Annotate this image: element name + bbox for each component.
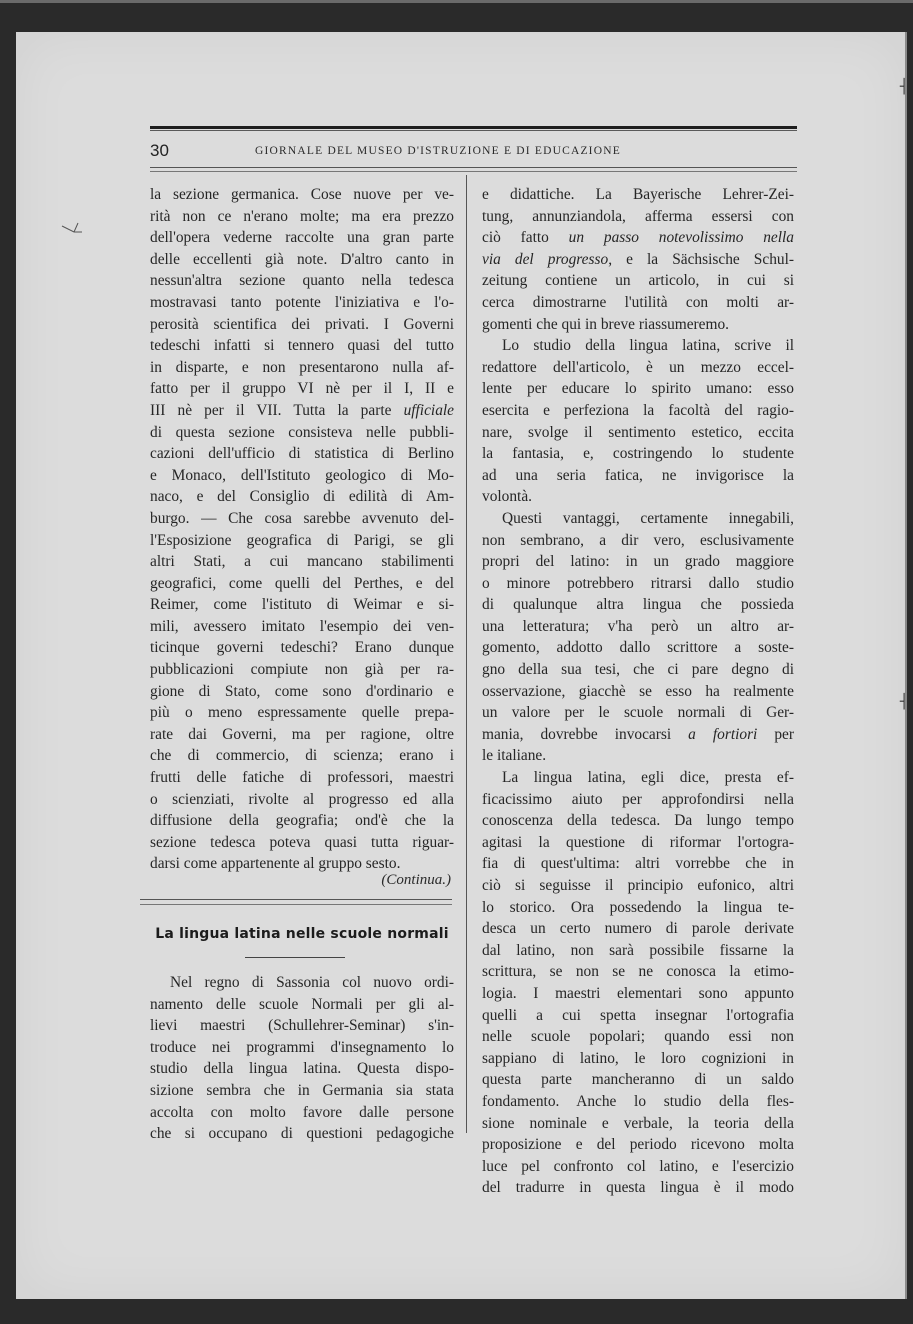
text-line: sezione tedesca poteva quasi tutta riguar- <box>150 833 454 851</box>
article-title: La lingua latina nelle scuole normali <box>155 926 449 942</box>
header-rule <box>150 130 797 131</box>
text-line: propri del latino: in un grado maggiore <box>482 553 794 571</box>
text-line: osservazione, giacchè se esso ha realmente <box>482 682 794 700</box>
crop-mark-icon: ┤ <box>900 694 909 710</box>
text-line <box>482 227 794 249</box>
text-line: e Monaco, dell'Istituto geologico di Mo- <box>150 466 454 484</box>
italic-quote: via del progresso <box>482 250 609 268</box>
text-segment: mania, dovrebbe invocarsi <box>482 725 689 743</box>
text-line <box>482 724 794 746</box>
text-line: e didattiche. La Bayerische Lehrer-Zei- <box>482 186 794 203</box>
text-line: perosità scientifica dei privati. I Governi <box>150 315 454 333</box>
italic-term: ufficiale <box>403 401 454 419</box>
italic-quote: un passo notevolissimo nella <box>568 229 794 247</box>
text-line: sizione sembra che in Germania sia stata <box>150 1081 454 1099</box>
text-line: scrittura, se non se ne conosca la etimo- <box>482 963 794 981</box>
text-line: Questi vantaggi, certamente innegabili, <box>502 509 794 527</box>
text-line: La lingua latina, egli dice, presta ef- <box>502 769 794 787</box>
text-segment: III nè per il VII. Tutta la parte <box>150 401 404 419</box>
text-line: rate dai Governi, ma per ragione, oltre <box>150 725 454 743</box>
text-line: accolta con molto favore dalle persone <box>150 1103 454 1121</box>
text-line: geografici, come quelli del Perthes, e del <box>150 574 454 592</box>
text-line: conoscenza della tedesca. Da lungo tempo <box>482 812 794 830</box>
text-line: nelle scuole popolari; quando essi non <box>482 1028 794 1046</box>
text-line <box>482 249 794 271</box>
header-rule <box>150 126 797 129</box>
text-line: Lo studio della lingua latina, scrive il <box>502 337 794 355</box>
text-line: lo storico. Ora possedendo la lingua te- <box>482 898 794 916</box>
text-line: la fantasia, e, costringendo lo studente <box>482 445 794 463</box>
text-line: cerca dimostrarne l'utilità con molti ar- <box>482 293 794 311</box>
text-line: fondamento. Anche lo studio della fles- <box>482 1092 794 1110</box>
text-line: un valore per le scuole normali di Ger- <box>482 704 794 722</box>
text-line: sione nominale e verbale, la teoria della <box>482 1114 794 1132</box>
text-line: ticinque governi tedeschi? Erano dunque <box>150 639 454 657</box>
text-line: nare, svolge il sentimento estetico, eccita <box>482 423 794 441</box>
text-line: naco, e del Consiglio di edilità di Am- <box>150 488 454 506</box>
header-rule <box>150 167 797 168</box>
text-line: che di commercio, di scienza; erano i <box>150 747 454 765</box>
text-line: dell'opera vederne raccolte una gran parte <box>150 229 454 247</box>
text-line: l'Esposizione geografica di Parigi, se gli <box>150 531 454 549</box>
header-rule <box>150 171 797 172</box>
text-line: logia. I maestri elementari sono appunto <box>482 984 794 1002</box>
text-line: fia di quest'ultima: altri vorrebbe che in <box>482 855 794 873</box>
text-line: troduce nei programmi d'insegnamento lo <box>150 1038 454 1056</box>
text-line: questa parte mancheranno di un saldo <box>482 1071 794 1089</box>
text-line: la sezione germanica. Cose nuove per ve- <box>150 186 454 203</box>
right-column <box>482 184 794 1199</box>
left-column <box>150 184 454 875</box>
text-line: di qualunque altra lingua che possieda <box>482 596 794 614</box>
text-line: tung, annunziandola, afferma essersi con <box>482 207 794 225</box>
page-edge <box>905 32 907 1299</box>
text-line <box>150 400 454 422</box>
text-line: rità non ce n'erano molte; ma era prezzo <box>150 207 454 225</box>
text-line: gomento, addotto dallo scrittore a soste- <box>482 639 794 657</box>
text-line: gione di Stato, come sono d'ordinario e <box>150 682 454 700</box>
text-line: pubblicazioni compiute non già per ra- <box>150 661 454 679</box>
text-line: dal latino, non sarà possibile fissarne la <box>482 941 794 959</box>
text-line: ficacissimo aiuto per approfondirsi nella <box>482 790 794 808</box>
text-line: fatto per il gruppo VI nè per il I, II e <box>150 380 454 398</box>
text-line: esercita e perfeziona la facoltà del ragio- <box>482 401 794 419</box>
text-line: una letteratura; v'ha però un altro ar- <box>482 617 794 635</box>
text-segment: ciò fatto <box>482 229 569 247</box>
text-line: diffusione della geografia; ond'è che la <box>150 812 454 830</box>
title-underline <box>245 957 345 958</box>
text-line: mili, avessero imitato l'esempio dei ven- <box>150 617 454 635</box>
running-title: GIORNALE DEL MUSEO D'ISTRUZIONE E DI EDUCAZIONE <box>255 145 621 157</box>
section-separator <box>140 899 452 900</box>
text-segment: , e la Sächsische Schul- <box>608 250 794 268</box>
text-line: mostravasi tanto potente l'iniziativa e l'o- <box>150 293 454 311</box>
text-line: volontà. <box>482 488 533 506</box>
scan-border-top <box>0 0 913 3</box>
text-line: zeitung contiene un articolo, in cui si <box>482 272 794 290</box>
text-line: sappiano di latino, le loro cognizioni in <box>482 1049 794 1067</box>
italic-term: a fortiori <box>688 725 758 743</box>
text-line: altri Stati, a cui mancano stabilimenti <box>150 553 454 571</box>
text-line: lievi maestri (Schullehrer-Seminar) s'in- <box>150 1017 454 1035</box>
text-line: ad una seria fatica, ne invigorisce la <box>482 466 794 484</box>
text-line: gno della sua tesi, che ci pare degno di <box>482 661 794 679</box>
text-line: cazioni dell'ufficio di statistica di Berlino <box>150 445 454 463</box>
text-line: le italiane. <box>482 747 547 765</box>
text-line: che si occupano di questioni pedagogiche <box>150 1125 454 1143</box>
text-line: studio della lingua latina. Questa dispo- <box>150 1060 454 1078</box>
text-line: del tradurre in questa lingua è il modo <box>482 1179 794 1197</box>
text-line: tedeschi infatti si tennero quasi del tutto <box>150 337 454 355</box>
text-line: burgo. — Che cosa sarebbe avvenuto del- <box>150 509 454 527</box>
text-line: agitasi la questione di riformar l'ortogra- <box>482 833 794 851</box>
text-line: più o meno espressamente quelle prepa- <box>150 704 454 722</box>
text-line: ciò si seguisse il principio eufonico, altri <box>482 877 794 894</box>
article-body-left <box>150 972 454 1145</box>
text-line: Nel regno di Sassonia col nuovo ordi- <box>170 974 454 991</box>
page-number: 30 <box>150 141 169 160</box>
text-line: di questa sezione consisteva nelle pubbli- <box>150 423 454 441</box>
text-line: nessun'altra sezione quanto nella tedesca <box>150 272 454 290</box>
text-line: lente per educare lo spirito umano: esso <box>482 380 794 398</box>
text-line: redattore dell'articolo, è un mezzo eccel- <box>482 358 794 376</box>
text-line: in disparte, e non presentarono nulla af- <box>150 358 454 376</box>
text-line: luce pel confronto col latino, e l'esercizio <box>482 1157 794 1175</box>
text-line: o minore potrebbero ritrarsi dallo studio <box>482 574 794 592</box>
text-line: delle eccellenti già note. D'altro canto in <box>150 250 454 268</box>
text-line: frutti delle fatiche di professori, maestri <box>150 769 454 787</box>
text-line: gomenti che qui in breve riassumeremo. <box>482 315 730 333</box>
text-line: quelli a cui spetta insegnar l'ortografia <box>482 1006 794 1024</box>
text-line: non sembrano, a dir vero, esclusivamente <box>482 531 794 549</box>
text-line: desca un certo numero di parole derivate <box>482 920 794 938</box>
text-line: namento delle scuole Normali per gli al- <box>150 995 454 1013</box>
pencil-check-mark-icon <box>60 220 100 240</box>
crop-mark-icon: ┤ <box>900 79 909 95</box>
continued-note: (Continua.) <box>381 872 451 888</box>
text-line: darsi come appartenente al gruppo sesto. <box>150 855 401 873</box>
text-line: Reimer, come l'istituto di Weimar e si- <box>150 596 454 614</box>
text-segment: per <box>757 725 794 743</box>
section-separator <box>140 904 452 905</box>
text-line: o scienziati, rivolte al progresso ed alla <box>150 790 454 808</box>
column-divider <box>466 175 467 1133</box>
text-line: proposizione e del periodo ricevono molta <box>482 1136 794 1154</box>
